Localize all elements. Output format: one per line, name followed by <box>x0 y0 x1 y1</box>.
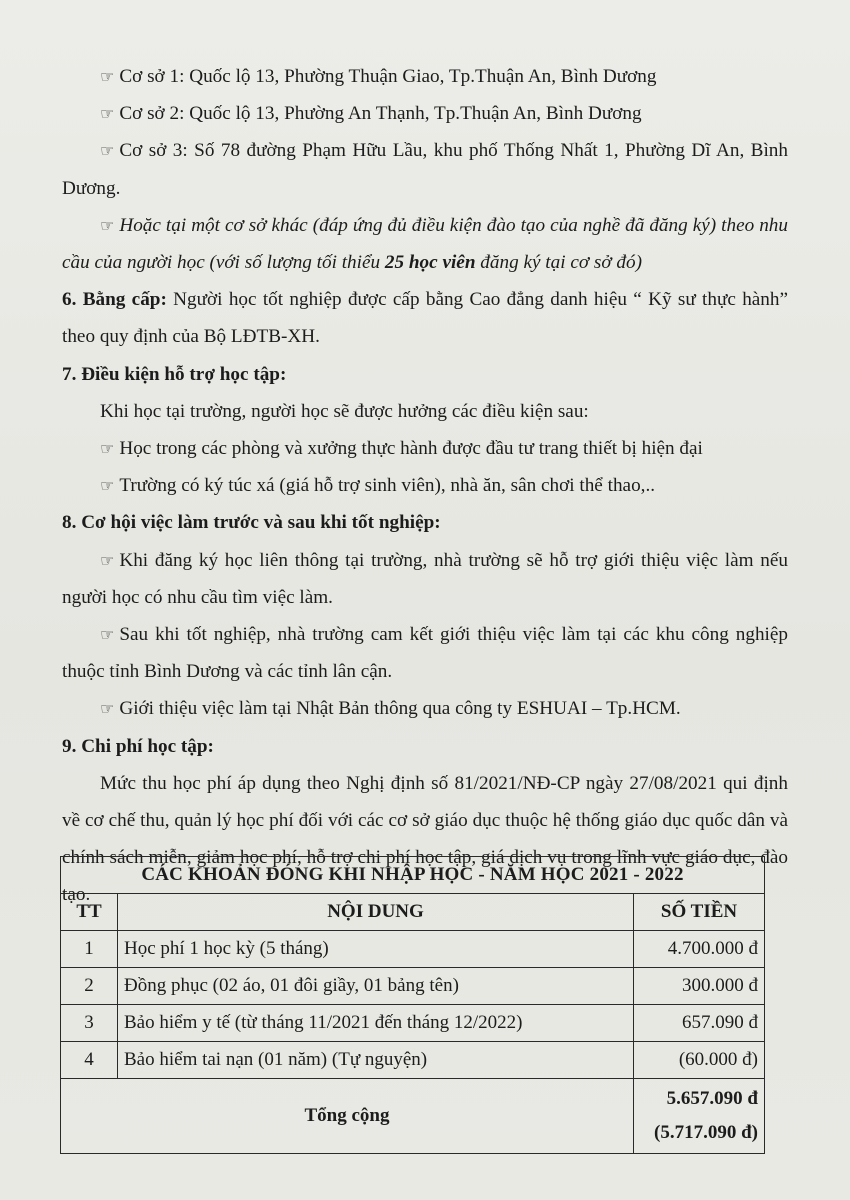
pointing-hand-icon: ☞ <box>100 625 115 645</box>
table-row <box>61 931 765 968</box>
pointing-hand-icon: ☞ <box>100 476 115 496</box>
row-tt: 1 <box>61 931 118 968</box>
row-tt: 2 <box>61 968 118 1005</box>
total-amount-alt: (5.717.090 đ) <box>654 1122 758 1143</box>
row-amount: (60.000 đ) <box>634 1042 765 1079</box>
section-6-title: 6. Bằng cấp: <box>62 289 167 311</box>
total-amount-cell <box>634 1079 765 1154</box>
row-content: Bảo hiểm y tế (từ tháng 11/2021 đến tháng 12/2022) <box>118 1005 634 1042</box>
pointing-hand-icon: ☞ <box>100 699 115 719</box>
header-content: NỘI DUNG <box>118 894 634 931</box>
section-8-item: ☞ Sau khi tốt nghiệp, nhà trường cam kết giới thiệu việc làm tại các khu công nghiệp thuộc tỉnh Bình Dương và các tỉnh lân cận. <box>62 624 788 683</box>
pointing-hand-icon: ☞ <box>100 439 115 459</box>
table-row <box>61 968 765 1005</box>
section-8-title: 8. Cơ hội việc làm trước và sau khi tốt nghiệp: <box>62 512 441 534</box>
section-8-item: ☞ Giới thiệu việc làm tại Nhật Bản thông qua công ty ESHUAI – Tp.HCM. <box>100 698 681 720</box>
section-7-intro: Khi học tại trường, người học sẽ được hưởng các điều kiện sau: <box>100 400 589 422</box>
campus-2: ☞ Cơ sở 2: Quốc lộ 13, Phường An Thạnh, Tp.Thuận An, Bình Dương <box>100 103 642 125</box>
table-row <box>61 1042 765 1079</box>
row-tt: 3 <box>61 1005 118 1042</box>
fee-table-caption: CÁC KHOẢN ĐÓNG KHI NHẬP HỌC - NĂM HỌC 2021 - 2022 <box>61 857 765 894</box>
section-7-title: 7. Điều kiện hỗ trợ học tập: <box>62 363 287 385</box>
pointing-hand-icon: ☞ <box>100 215 115 235</box>
section-7-item: ☞ Học trong các phòng và xưởng thực hành được đầu tư trang thiết bị hiện đại <box>100 438 703 460</box>
row-amount: 657.090 đ <box>634 1005 765 1042</box>
total-row <box>61 1079 765 1154</box>
pointing-hand-icon: ☞ <box>100 141 115 161</box>
table-row <box>61 1005 765 1042</box>
row-content: Bảo hiểm tai nạn (01 năm) (Tự nguyện) <box>118 1042 634 1079</box>
header-tt: TT <box>61 894 118 931</box>
section-9-title: 9. Chi phí học tập: <box>62 735 214 757</box>
row-content: Đồng phục (02 áo, 01 đôi giầy, 01 bảng tên) <box>118 968 634 1005</box>
other-campus-note: ☞ Hoặc tại một cơ sở khác (đáp ứng đủ điều kiện đào tạo của nghề đã đăng ký) theo nhu cầu của người học (với số lượng tối thiểu 25 học viên đăng ký tại cơ sở đó) <box>62 214 788 274</box>
section-6: 6. Bằng cấp: Người học tốt nghiệp được cấp bằng Cao đẳng danh hiệu “ Kỹ sư thực hành” theo quy định của Bộ LĐTB-XH. <box>62 289 789 348</box>
fee-table <box>60 856 765 1154</box>
campus-3: ☞ Cơ sở 3: Số 78 đường Phạm Hữu Lầu, khu phố Thống Nhất 1, Phường Dĩ An, Bình Dương. <box>62 140 788 199</box>
total-amount: 5.657.090 đ <box>666 1088 758 1109</box>
section-9-text: Mức thu học phí áp dụng theo Nghị định số 81/2021/NĐ-CP ngày 27/08/2021 qui định về cơ chế thu, quản lý học phí đối với các cơ sở giáo dục thuộc hệ thống giáo dục quốc dân và chính sách miễn, giảm học phí, hỗ trợ chi phí học tập, giá dịch vụ trong lĩnh vực giáo dục, đào tạo. <box>62 772 788 906</box>
pointing-hand-icon: ☞ <box>100 550 115 570</box>
header-amount: SỐ TIỀN <box>634 894 765 931</box>
campus-1: ☞ Cơ sở 1: Quốc lộ 13, Phường Thuận Giao, Tp.Thuận An, Bình Dương <box>100 66 657 87</box>
row-amount: 300.000 đ <box>634 968 765 1005</box>
total-label: Tổng cộng <box>61 1079 634 1154</box>
pointing-hand-icon: ☞ <box>100 104 115 124</box>
section-8-item: ☞ Khi đăng ký học liên thông tại trường, nhà trường sẽ hỗ trợ giới thiệu việc làm nếu người học có nhu cầu tìm việc làm. <box>62 549 788 608</box>
section-7-item: ☞ Trường có ký túc xá (giá hỗ trợ sinh viên), nhà ăn, sân chơi thể thao,.. <box>100 475 656 497</box>
row-amount: 4.700.000 đ <box>634 931 765 968</box>
row-content: Học phí 1 học kỳ (5 tháng) <box>118 931 634 968</box>
row-tt: 4 <box>61 1042 118 1079</box>
pointing-hand-icon: ☞ <box>100 67 115 86</box>
